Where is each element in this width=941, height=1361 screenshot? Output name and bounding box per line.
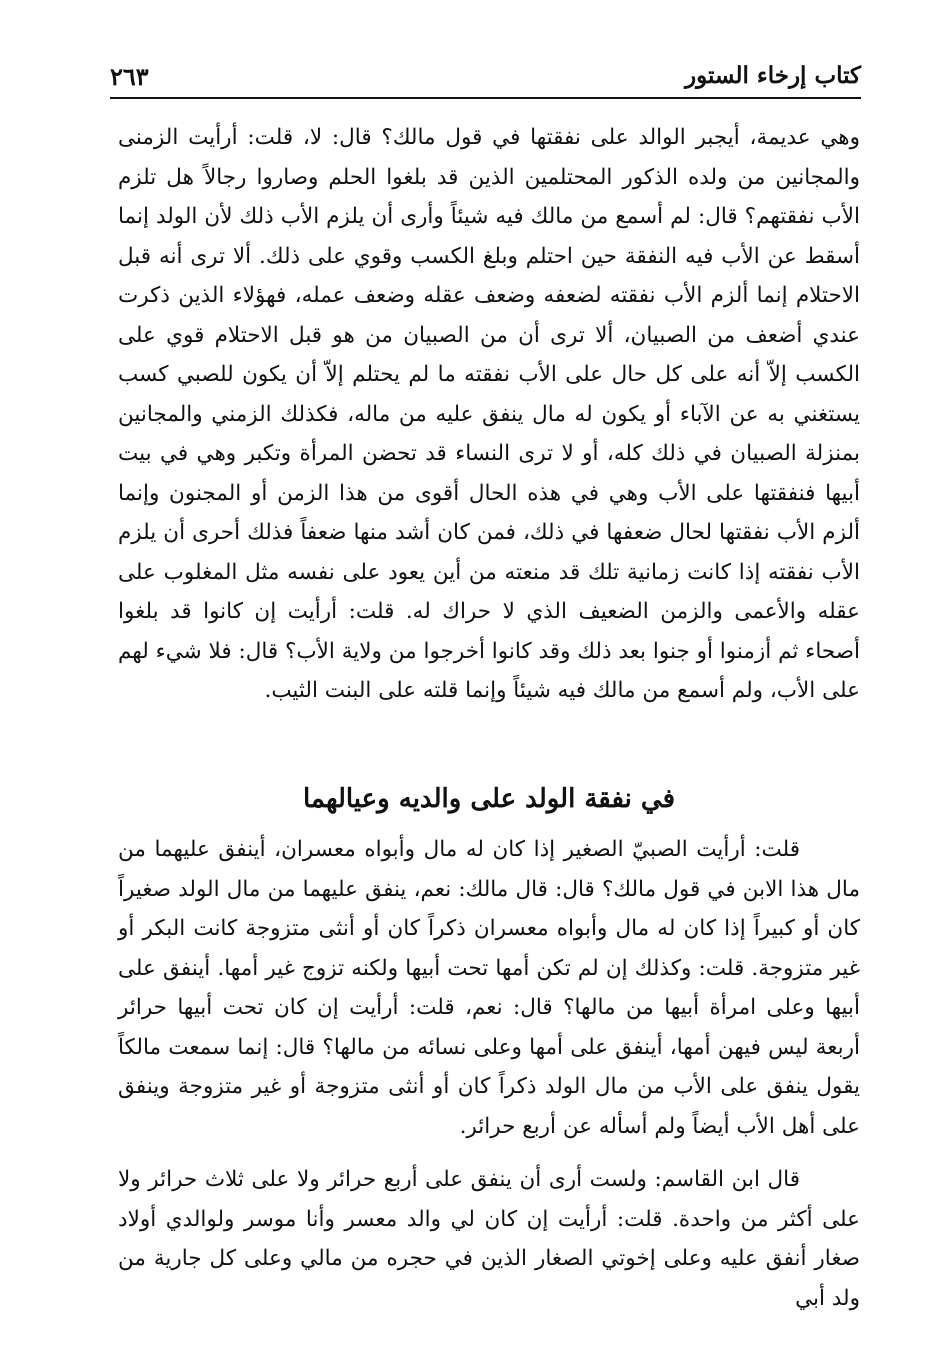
paragraph <box>118 830 860 1146</box>
page-number: ٢٦٣ <box>110 62 149 91</box>
header-rule <box>110 97 861 99</box>
paragraph-text: قال ابن القاسم: ولست أرى أن ينفق على أربع حرائر ولا على ثلاث حرائر ولا على أكثر من واحدة. قلت: أرأيت إن كان لي والد معسر وأنا موسر ولوالدي أولاد صغار أنفق عليه وعلى إخوتي الصغار الذين في حجره من مالي وعلى كل جارية من ولد أبي <box>118 1167 860 1311</box>
page-header <box>110 58 861 92</box>
paragraph-text: وهي عديمة، أيجبر الوالد على نفقتها في قول مالك؟ قال: لا، قلت: أرأيت الزمنى والمجانين من ولده الذكور المحتلمين الذين قد بلغوا الحلم وصاروا رجالاً هل تلزم الأب نفقتهم؟ قال: لم أسمع من مالك فيه شيئاً وأرى أن يلزم الأب ذلك لأن الولد إنما أسقط عن الأب فيه النفقة حين احتلم وبلغ الكسب وقوي على ذلك. ألا ترى أنه قبل الاحتلام إنما ألزم الأب نفقته لضعفه وضعف عقله وضعف عمله، فهؤلاء الذين ذكرت عندي أضعف من الصبيان، ألا ترى أن من الصبيان من هو قبل الاحتلام قوي على الكسب إلاّ أنه على كل حال على الأب نفقته ما لم يحتلم إلاّ أن يكون للصبي كسب يستغني به عن الآباء أو يكون له مال ينفق عليه من ماله، فكذلك الزمني والمجانين بمنزلة الصبيان في ذلك كله، أو لا ترى النساء قد تحضن المرأة وتكبر وهي في بيت أبيها فنفقتها على الأب وهي في هذه الحال أقوى من هذا الزمن أو المجنون وإنما ألزم الأب نفقتها لحال ضعفها في ذلك، فمن كان أشد منها ضعفاً فذلك أحرى أن يلزم الأب نفقته إذا كانت زمانية تلك قد منعته من أين يعود على نفسه مثل المغلوب على عقله والأعمى والزمن الضعيف الذي لا حراك له. قلت: أرأيت إن كانوا قد بلغوا أصحاء ثم أزمنوا أو جنوا بعد ذلك وقد كانوا أخرجوا من ولاية الأب؟ قال: فلا شيء لهم على الأب، ولم أسمع من مالك فيه شيئاً وإنما قلته على البنت الثيب. <box>118 125 860 703</box>
section-heading: في نفقة الولد على والديه وعيالهما <box>303 784 675 814</box>
paragraph-continued <box>118 118 860 711</box>
paragraph <box>118 1160 860 1318</box>
paragraph-text: قلت: أرأيت الصبيّ الصغير إذا كان له مال وأبواه معسران، أينفق عليهما من مال هذا الابن في قول مالك؟ قال: قال مالك: نعم، ينفق عليهما من مال الولد صغيراً كان أو كبيراً إذا كان له مال وأبواه معسران ذكراً كان أو أنثى متزوجة كانت البكر أو غير متزوجة. قلت: وكذلك إن لم تكن أمها تحت أبيها ولكنه تزوج غير أمها. أينفق على أبيها وعلى امرأة أبيها من مالها؟ قال: نعم، قلت: أرأيت إن كان تحت أبيها حرائر أربعة ليس فيهن أمها، أينفق على أمها وعلى نسائه من مالها؟ قال: إنما سمعت مالكاً يقول ينفق على الأب من مال الولد ذكراً كان أو أنثى متزوجة أو غير متزوجة وينفق على أهل الأب أيضاً ولم أسأله عن أربع حرائر. <box>118 837 860 1139</box>
book-title: كتاب إرخاء الستور <box>685 62 861 89</box>
